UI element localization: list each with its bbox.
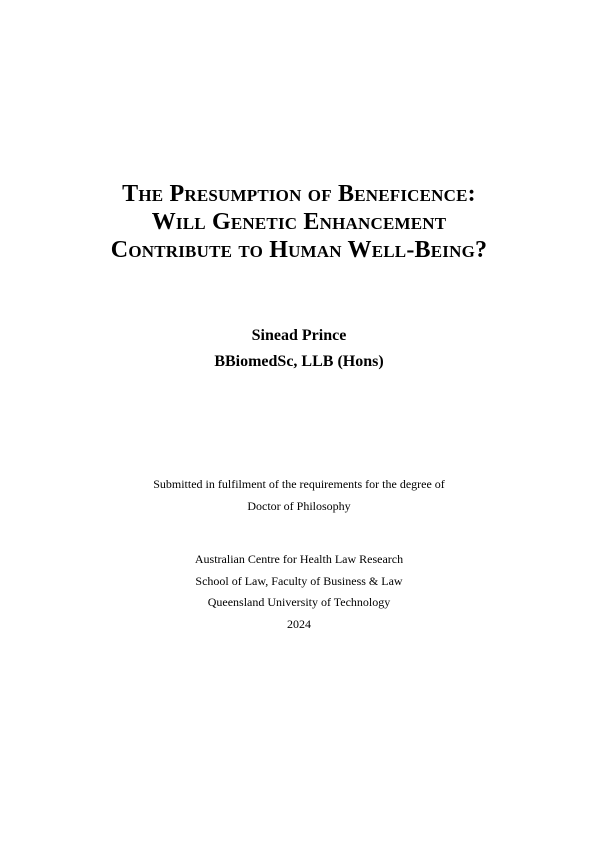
author-block bbox=[0, 323, 598, 375]
thesis-title bbox=[0, 180, 598, 264]
degree-name: Doctor of Philosophy bbox=[247, 498, 351, 513]
title-line-1: The Presumption of Beneficence: bbox=[122, 181, 476, 207]
title-line-3: Contribute to Human Well-Being? bbox=[110, 237, 488, 263]
author-qualifications: BBiomedSc, LLB (Hons) bbox=[214, 353, 384, 370]
submission-statement-block bbox=[0, 474, 598, 517]
submission-year: 2024 bbox=[287, 616, 311, 631]
research-centre: Australian Centre for Health Law Research bbox=[194, 552, 404, 566]
submission-statement: Submitted in fulfilment of the requirements for the degree of bbox=[153, 477, 445, 491]
title-line-2: Will Genetic Enhancement bbox=[151, 209, 447, 235]
school-faculty: School of Law, Faculty of Business & Law bbox=[195, 573, 403, 588]
university-name: Queensland University of Technology bbox=[207, 595, 391, 609]
institution-block bbox=[0, 549, 598, 635]
author-name: Sinead Prince bbox=[251, 327, 347, 344]
